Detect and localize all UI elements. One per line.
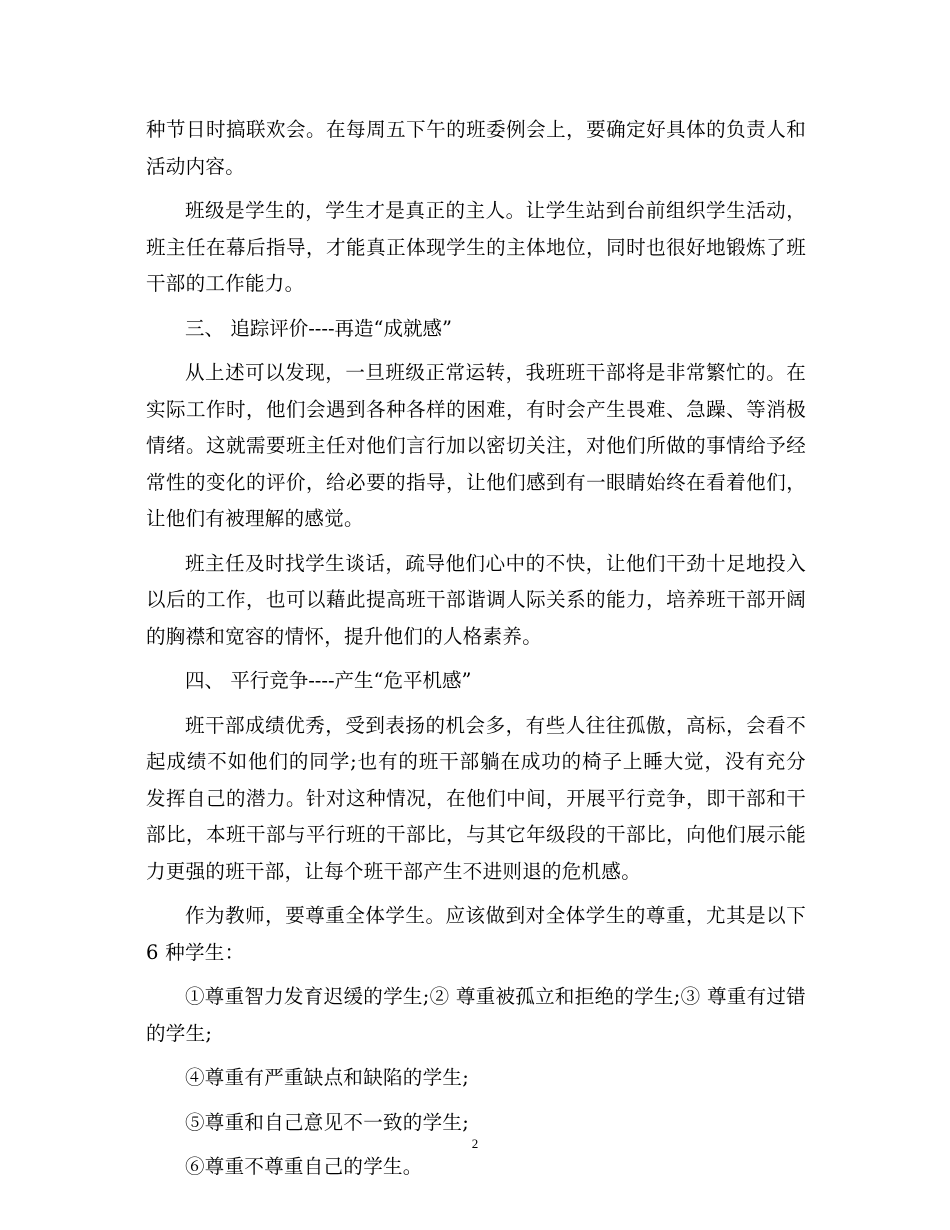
section-heading-3: 三、 追踪评价----再造“成就感” (185, 316, 452, 340)
paragraph-2: 班级是学生的，学生才是真正的主人。让学生站到台前组织学生活动，班主任在幕后指导，才能真正体现学生的主体地位，同时也很好地锻炼了班干部的工作能力。 (146, 199, 806, 295)
paragraph-5: 班干部成绩优秀，受到表扬的机会多，有些人往往孤傲，高标，会看不起成绩不如他们的同学;也有的班干部躺在成功的椅子上睡大觉，没有充分发挥自己的潜力。针对这种情况，在他们中间，开展平行竞争，即干部和干部比，本班干部与平行班的干部比，与其它年级段的干部比，向他们展示能力更强的班干部，让每个班干部产生不进则退的危机感。 (146, 713, 806, 883)
list-item-6: ⑥尊重不尊重自己的学生。 (185, 1155, 423, 1178)
list-item-4: ④尊重有严重缺点和缺陷的学生; (185, 1066, 470, 1089)
section-heading-4: 四、 平行竞争----产生“危平机感” (185, 669, 472, 692)
paragraph-6: 作为教师，要尊重全体学生。应该做到对全体学生的尊重，尤其是以下 6 种学生： (146, 904, 806, 964)
paragraph-4: 班主任及时找学生谈话，疏导他们心中的不快，让他们干劲十足地投入以后的工作，也可以藉此提高班干部谐调人际关系的能力，培养班干部开阔的胸襟和宽容的情怀，提升他们的人格素养。 (146, 551, 806, 648)
paragraph-3: 从上述可以发现，一旦班级正常运转，我班班干部将是非常繁忙的。在实际工作时，他们会遇到各种各样的困难，有时会产生畏难、急躁、等消极情绪。这就需要班主任对他们言行加以密切关注，对他们所做的事情给予经常性的变化的评价，给必要的指导，让他们感到有一眼睛始终在看着他们，让他们有被理解的感觉。 (146, 361, 806, 530)
list-item-5: ⑤尊重和自己意见不一致的学生; (185, 1110, 470, 1134)
page-number: 2 (471, 1136, 479, 1151)
paragraph-1: 种节日时搞联欢会。在每周五下午的班委例会上，要确定好具体的负责人和活动内容。 (146, 118, 806, 178)
document-body (146, 112, 806, 1194)
list-item-1-3: ①尊重智力发育迟缓的学生;② 尊重被孤立和拒绝的学生;③ 尊重有过错的学生; (146, 985, 806, 1045)
